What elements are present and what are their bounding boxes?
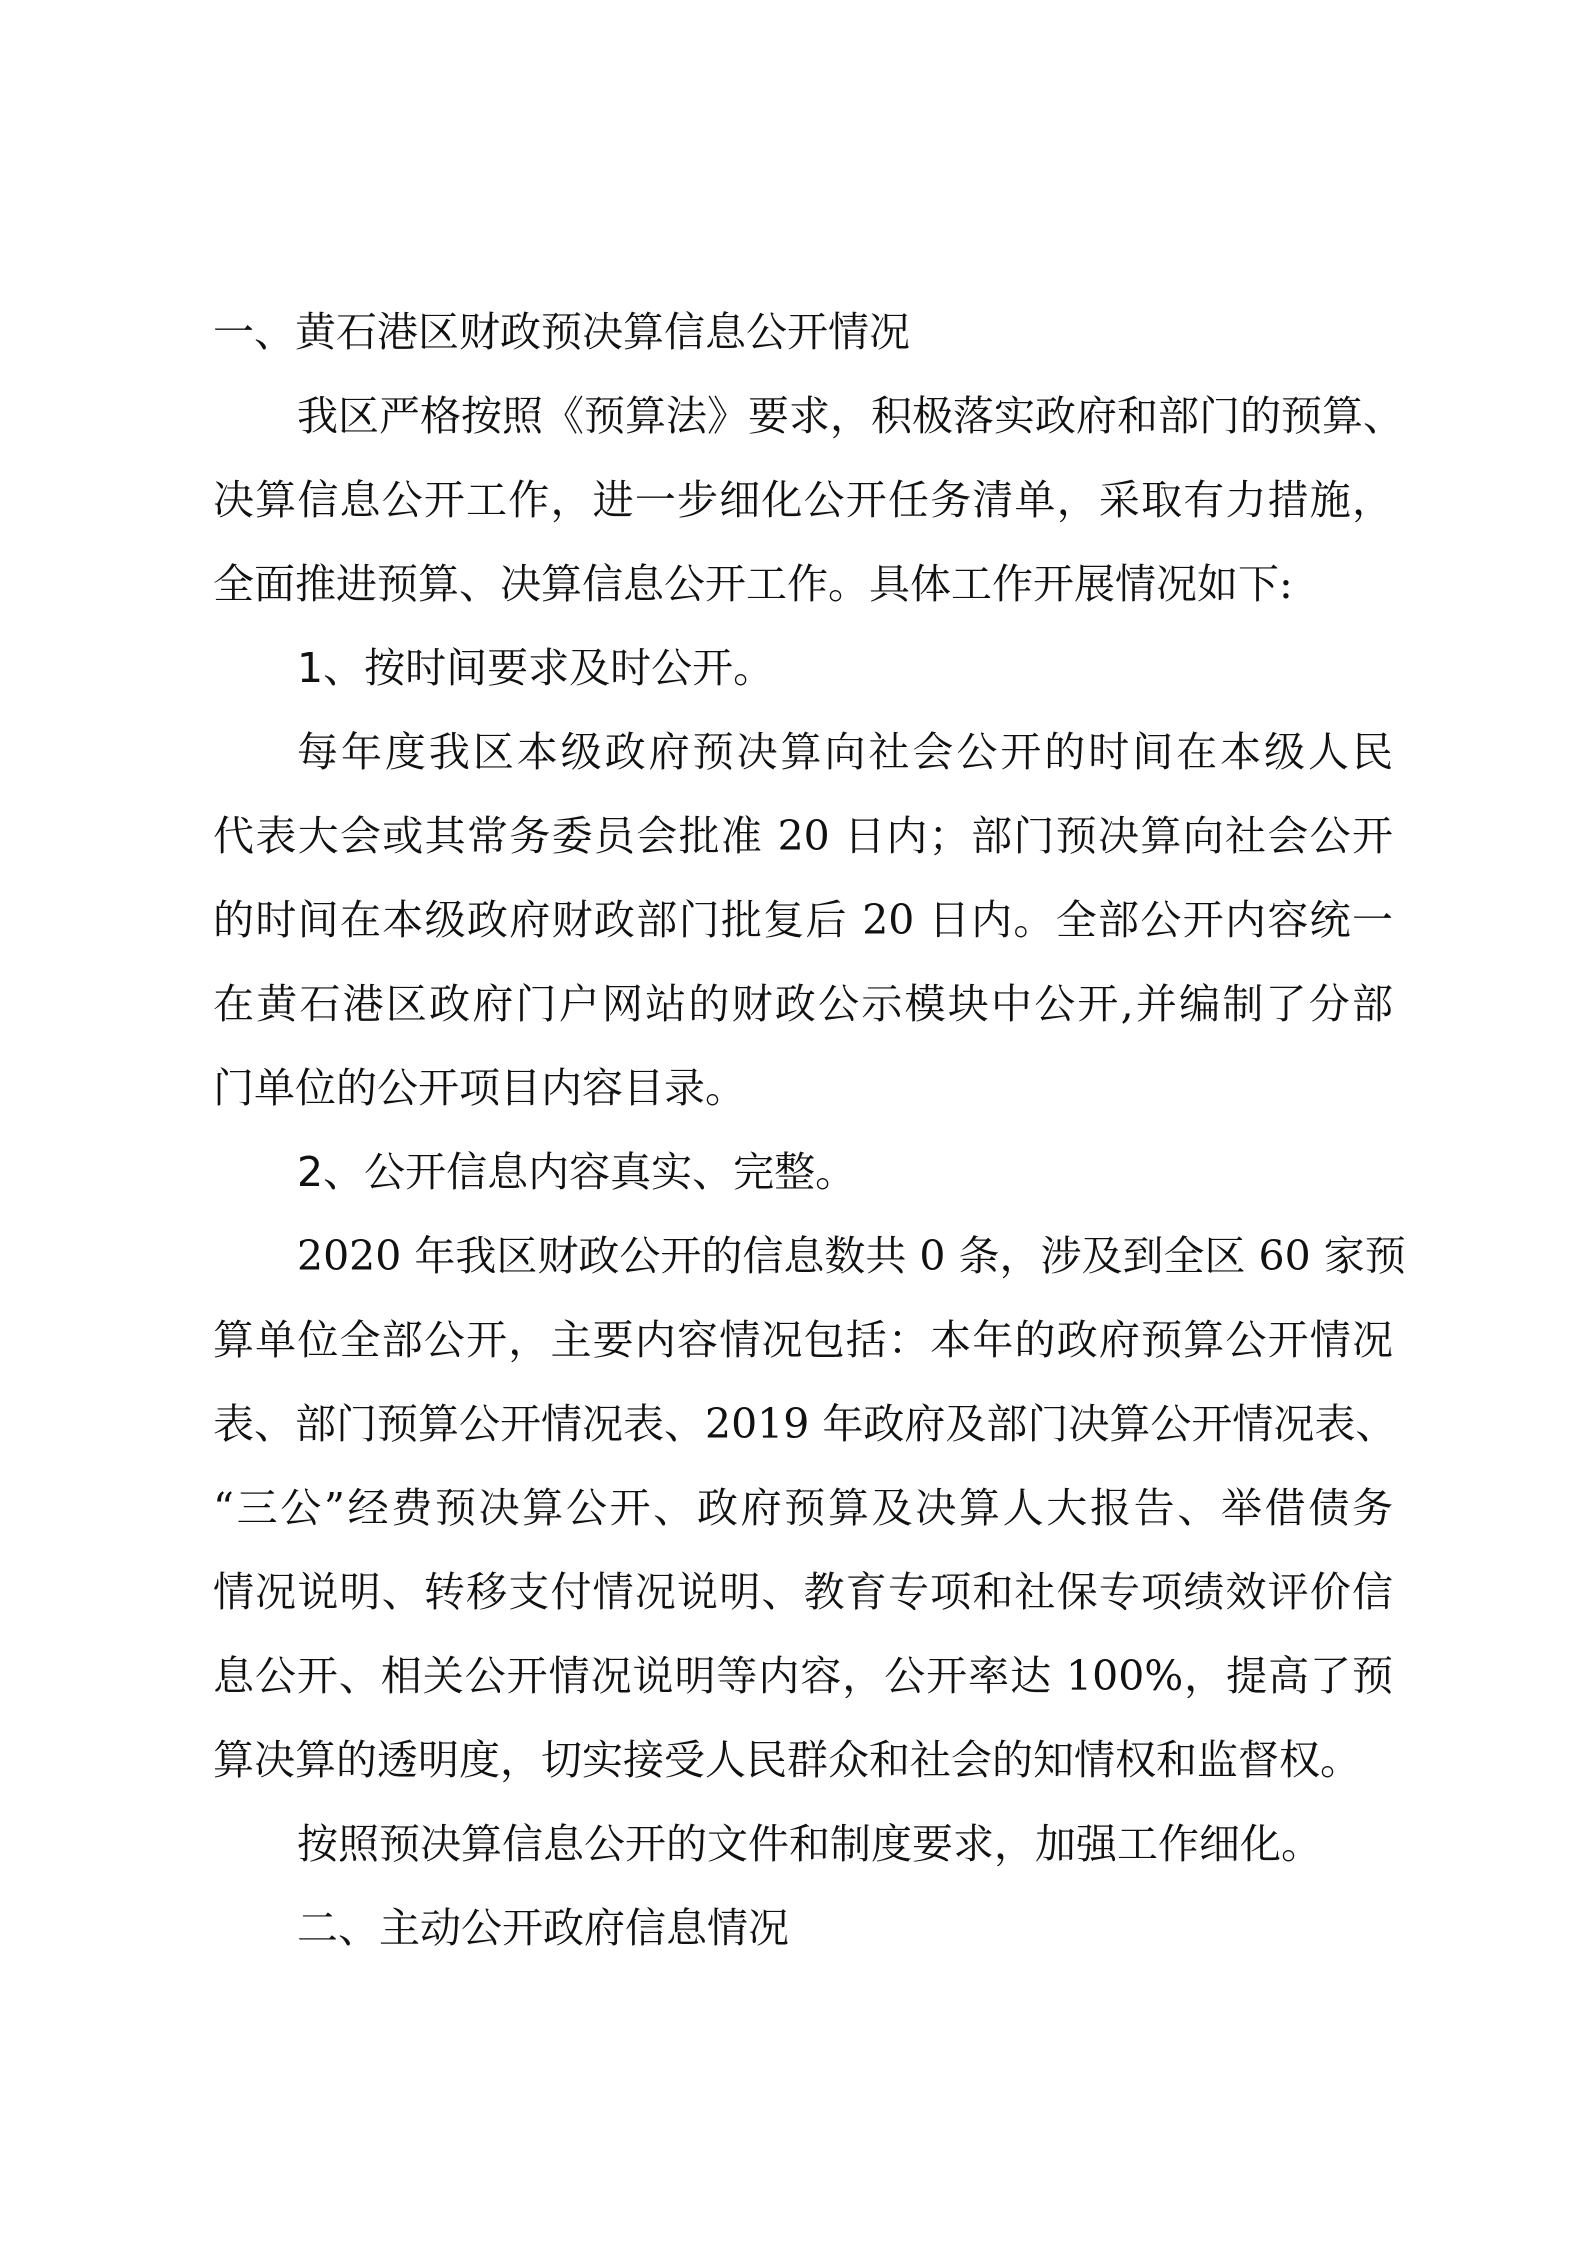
paragraph-line: 我区严格按照《预算法》要求，积极落实政府和部门的预算、 bbox=[297, 392, 1404, 440]
paragraph-work-refinement bbox=[213, 1802, 1393, 1886]
paragraph-line: 门单位的公开项目内容目录。 bbox=[213, 1064, 746, 1112]
paragraph-line: 按照预决算信息公开的文件和制度要求，加强工作细化。 bbox=[297, 1820, 1322, 1868]
paragraph-line: 代表大会或其常务委员会批准 20 日内；部门预决算向社会公开 bbox=[213, 812, 1393, 860]
paragraph-line: 算单位全部公开，主要内容情况包括：本年的政府预算公开情况 bbox=[213, 1316, 1393, 1364]
paragraph-line: 算决算的透明度，切实接受人民群众和社会的知情权和监督权。 bbox=[213, 1736, 1361, 1784]
section-heading-1: 一、黄石港区财政预决算信息公开情况 bbox=[213, 308, 910, 356]
paragraph-line: 息公开、相关公开情况说明等内容，公开率达 100%，提高了预 bbox=[213, 1652, 1393, 1700]
document-page bbox=[213, 290, 1406, 1970]
paragraph-line: “三公”经费预决算公开、政府预算及决算人大报告、举借债务 bbox=[213, 1484, 1393, 1532]
section-heading-2: 二、主动公开政府信息情况 bbox=[297, 1904, 789, 1952]
paragraph-line: 在黄石港区政府门户网站的财政公示模块中公开,并编制了分部 bbox=[213, 980, 1393, 1028]
subheading-timely-disclosure: 1、按时间要求及时公开。 bbox=[297, 644, 775, 692]
paragraph-line: 决算信息公开工作，进一步细化公开任务清单，采取有力措施， bbox=[213, 476, 1393, 524]
paragraph-line: 表、部门预算公开情况表、2019 年政府及部门决算公开情况表、 bbox=[213, 1400, 1397, 1448]
subheading-content-complete: 2、公开信息内容真实、完整。 bbox=[297, 1148, 857, 1196]
paragraph-budget-disclosure-intro bbox=[213, 374, 1404, 626]
paragraph-line: 情况说明、转移支付情况说明、教育专项和社保专项绩效评价信 bbox=[213, 1568, 1393, 1616]
paragraph-disclosure-timing bbox=[213, 710, 1393, 1130]
paragraph-line: 每年度我区本级政府预决算向社会公开的时间在本级人民 bbox=[297, 728, 1393, 776]
paragraph-line: 的时间在本级政府财政部门批复后 20 日内。全部公开内容统一 bbox=[213, 896, 1393, 944]
paragraph-line: 全面推进预算、决算信息公开工作。具体工作开展情况如下: bbox=[213, 560, 1293, 608]
paragraph-line: 2020 年我区财政公开的信息数共 0 条，涉及到全区 60 家预 bbox=[297, 1232, 1406, 1280]
paragraph-disclosure-content bbox=[213, 1214, 1406, 1802]
